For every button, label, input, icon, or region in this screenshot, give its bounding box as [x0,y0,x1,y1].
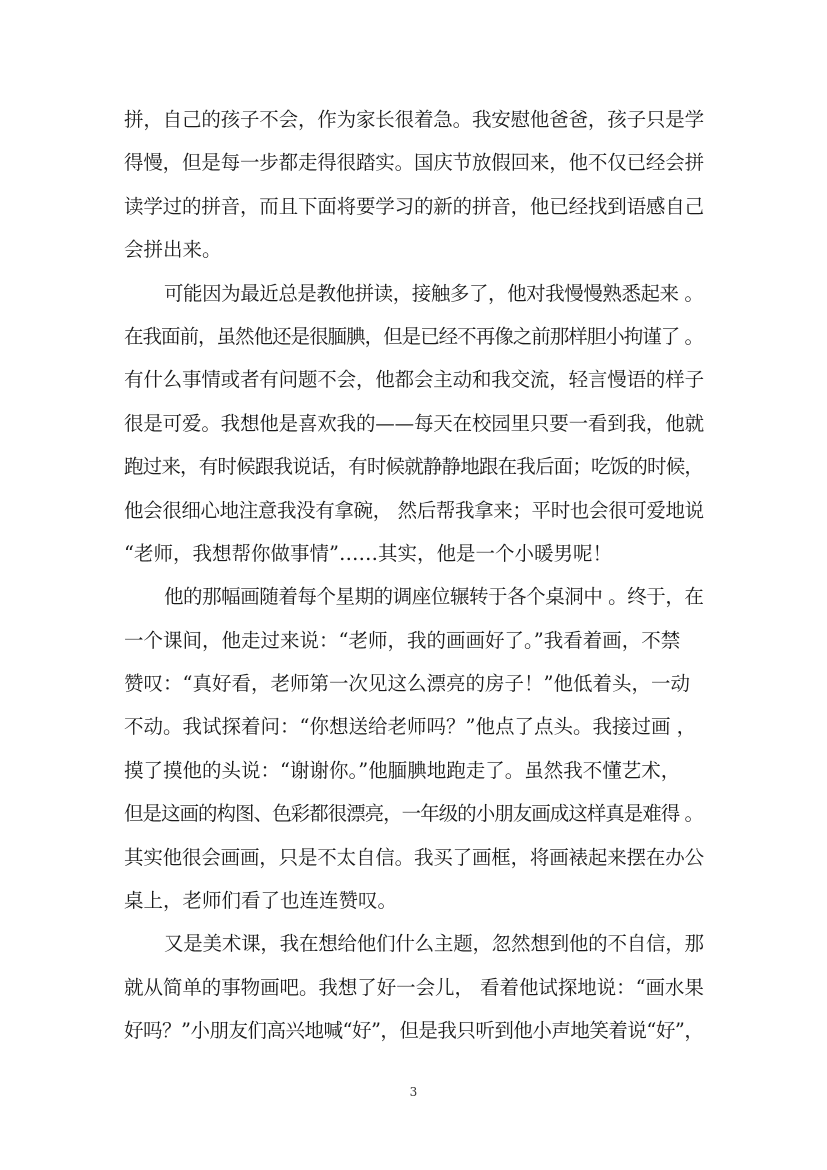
text-line: 又是美术课，我在想给他们什么主题，忽然想到他的不自信，那 [164,932,704,956]
text-line: 得慢，但是每一步都走得很踏实。国庆节放假回来，他不仅已经会拼 [124,151,704,175]
text-line: 其实他很会画画，只是不太自信。我买了画框，将画裱起来摆在办公 [124,845,704,869]
text-line: 很是可爱。我想他是喜欢我的——每天在校园里只要一看到我，他就 [124,411,704,435]
page-number: 3 [409,1085,418,1099]
text-line: 一个课间，他走过来说：“老师，我的画画好了。”我看着画，不禁 [124,628,681,652]
text-line: 赞叹：“真好看，老师第一次见这么漂亮的房子！”他低着头，一动 [124,672,690,696]
text-line: 就从简单的事物画吧。我想了好一会儿， 看着他试探地说：“画水果 [124,975,704,999]
text-line: 他会很细心地注意我没有拿碗， 然后帮我拿来；平时也会很可爱地说 [124,498,704,522]
text-line: 好吗？”小朋友们高兴地喊“好”，但是我只听到他小声地笑着说“好”， [124,1019,704,1043]
text-line: 读学过的拼音，而且下面将要学习的新的拼音，他已经找到语感自己 [124,194,704,218]
text-line: “老师，我想帮你做事情”……其实，他是一个小暖男呢！ [124,541,612,565]
text-line: 不动。我试探着问：“你想送给老师吗？”他点了点头。我接过画 ， [124,715,697,739]
text-line: 在我面前，虽然他还是很腼腆，但是已经不再像之前那样胆小拘谨了 。 [124,324,704,348]
text-line: 有什么事情或者有问题不会，他都会主动和我交流，轻言慢语的样子 [124,368,704,392]
text-line: 跑过来，有时候跟我说话，有时候就静静地跟在我后面；吃饭的时候， [124,455,704,479]
text-line: 拼，自己的孩子不会，作为家长很着急。我安慰他爸爸，孩子只是学 [124,108,704,131]
text-line: 摸了摸他的头说：“谢谢你。”他腼腆地跑走了。虽然我不懂艺术， [124,758,681,782]
text-line: 但是这画的构图、色彩都很漂亮，一年级的小朋友画成这样真是难得 。 [124,802,704,826]
body-text [124,98,704,1053]
text-line: 他的那幅画随着每个星期的调座位辗转于各个桌洞中 。终于，在 [164,585,704,609]
text-line: 可能因为最近总是教他拼读，接触多了，他对我慢慢熟悉起来 。 [164,281,704,305]
text-line: 桌上，老师们看了也连连赞叹。 [124,889,398,913]
text-line: 会拼出来。 [124,238,222,262]
